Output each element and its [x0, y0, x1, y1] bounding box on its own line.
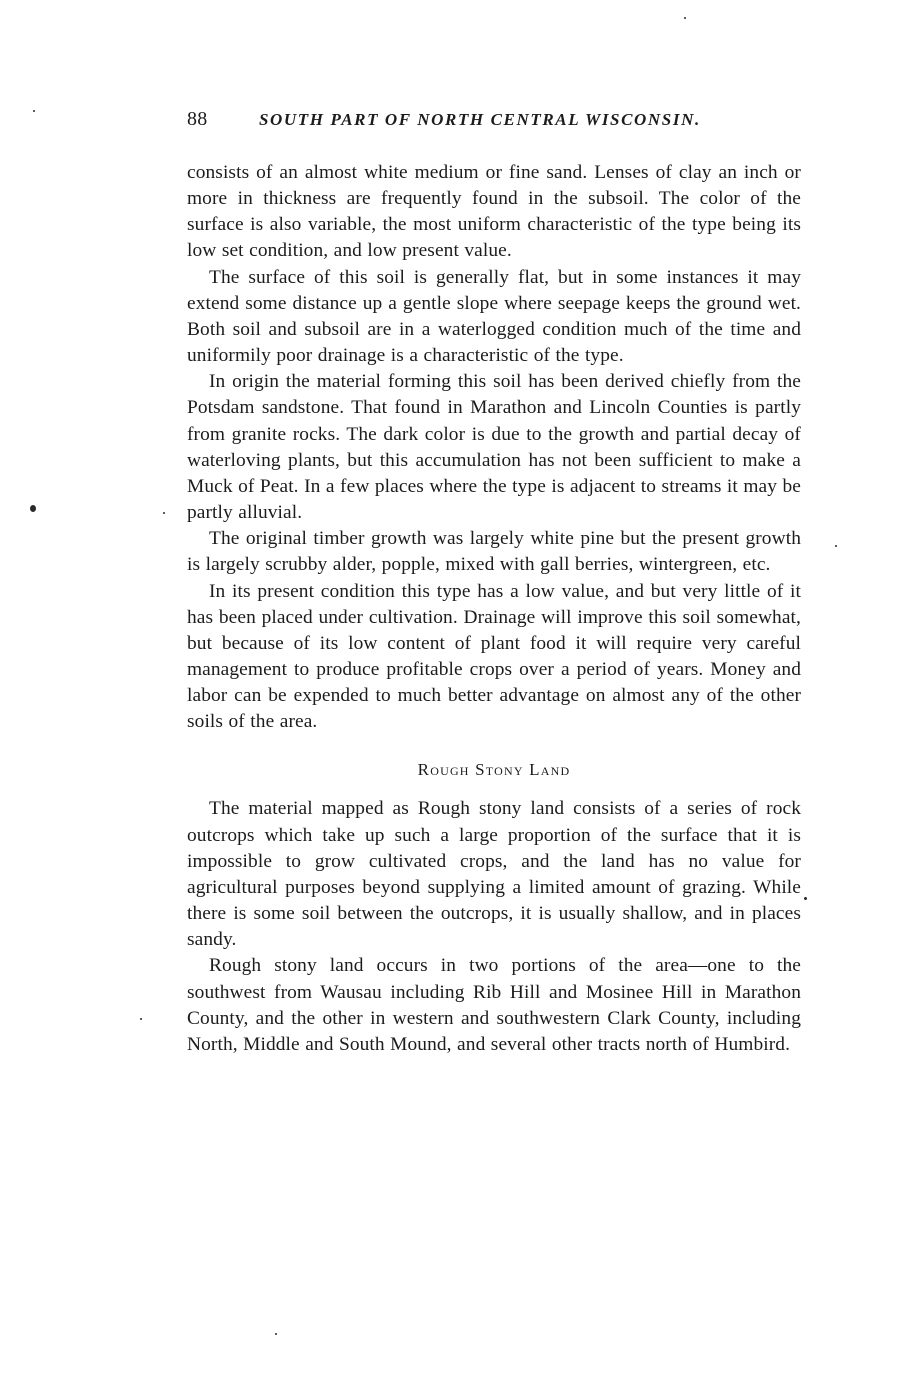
page-header — [187, 108, 807, 136]
paragraph: The surface of this soil is generally flat, but in some instances it may extend some distance up a gentle slope where seepage keeps the ground wet. Both soil and subsoil are in a waterlogged condition much of the time and uniformily poor drainage is a characteristic of the type. — [187, 266, 801, 367]
scan-speck — [140, 1018, 142, 1020]
paragraph: Rough stony land occurs in two portions of the area—one to the southwest from Wausau including Rib Hill and Mosinee Hill in Marathon County, and the other in western and southwestern Clark County, including North, Middle and South Mound, and several other tracts north of Humbird. — [187, 955, 801, 1055]
paragraph: The material mapped as Rough stony land consists of a series of rock outcrops which take up such a large proportion of the surface that it is impossible to grow cultivated crops, and the land has no value for agricultural purposes beyond supplying a limited amount of grazing. While there is some soil between the outcrops, it is usually shallow, and in places sandy. — [187, 798, 801, 951]
body-text — [187, 160, 801, 1058]
scan-speck — [30, 505, 36, 512]
scan-speck — [33, 110, 35, 112]
page-number: 88 — [187, 108, 208, 130]
scan-speck — [275, 1333, 277, 1335]
running-head: SOUTH PART OF NORTH CENTRAL WISCONSIN. — [259, 110, 701, 129]
paragraph: consists of an almost white medium or fine sand. Lenses of clay an inch or more in thickness are frequently found in the subsoil. The color of the surface is also variable, the most uniform characteristic of the type being its low set condition, and low present value. — [187, 162, 801, 262]
scan-speck — [835, 545, 837, 547]
paragraph: The original timber growth was largely white pine but the present growth is largely scrubby alder, popple, mixed with gall berries, wintergreen, etc. — [187, 528, 801, 576]
section-heading: Rough Stony Land — [417, 760, 571, 780]
paragraph: In origin the material forming this soil has been derived chiefly from the Potsdam sandstone. That found in Marathon and Lincoln Counties is partly from granite rocks. The dark color is due to the growth and partial decay of waterloving plants, but this accumulation has not been sufficient to make a Muck of Peat. In a few places where the type is adjacent to streams it may be partly alluvial. — [187, 371, 801, 524]
scan-speck — [684, 17, 686, 19]
scan-speck — [163, 512, 165, 514]
paragraph: In its present condition this type has a low value, and but very little of it has been placed under cultivation. Drainage will improve this soil somewhat, but because of its low content of plant food it will require very careful management to produce profitable crops over a period of years. Money and labor can be expended to much better advantage on almost any of the other soils of the area. — [187, 580, 801, 733]
scan-speck — [804, 897, 807, 900]
